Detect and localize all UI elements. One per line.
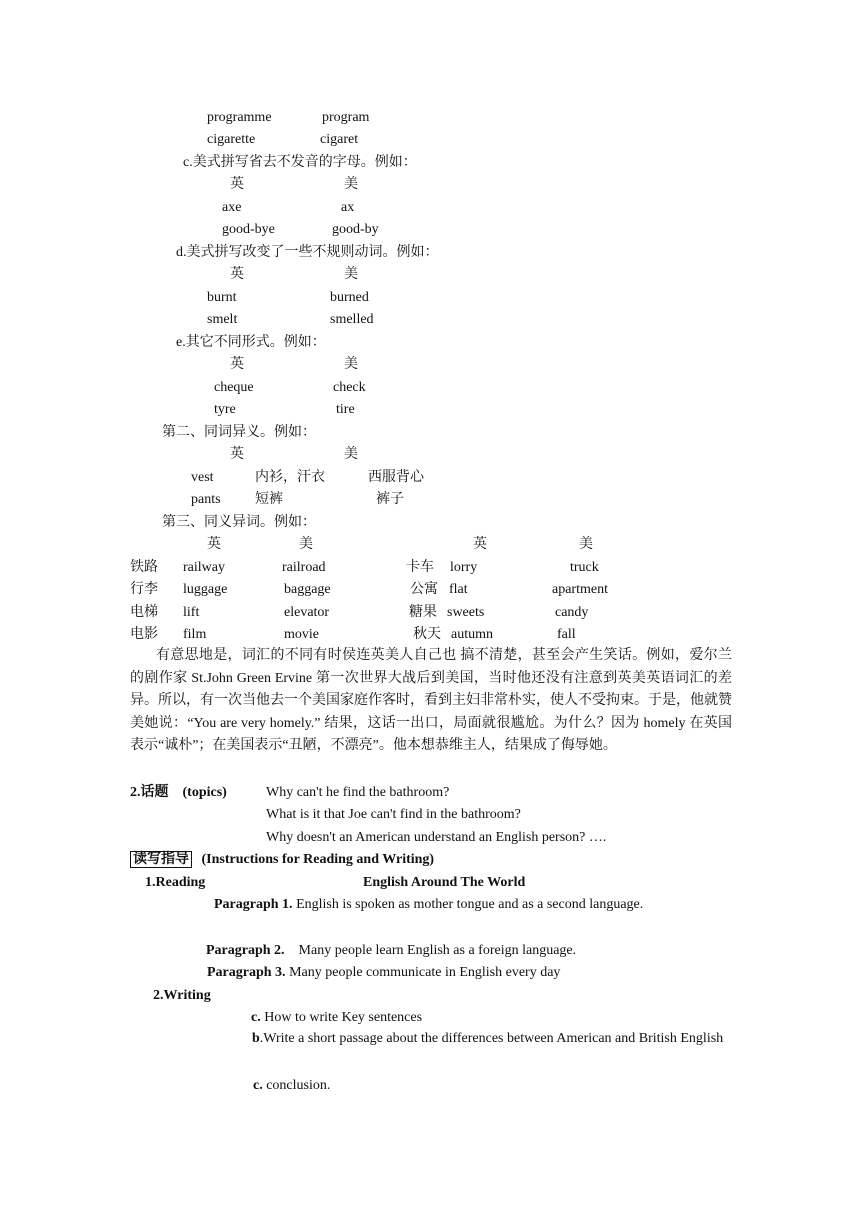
uk-word: tyre <box>214 402 236 417</box>
uk-word: autumn <box>451 627 493 642</box>
writing-item: c. How to write Key sentences <box>251 1010 423 1025</box>
us-word: candy <box>555 605 589 620</box>
section-heading: e.其它不同形式。例如： <box>176 335 326 350</box>
boxed-label: 读写指导 <box>130 851 192 868</box>
word: vest <box>191 470 214 485</box>
us-word: truck <box>570 560 599 575</box>
column-header-us: 美 <box>344 177 358 192</box>
uk-meaning: 内衫，汗衣 <box>255 470 325 485</box>
section-heading: 第二、同词异义。例如： <box>162 425 316 440</box>
uk-word: cigarette <box>207 132 256 147</box>
chinese-term: 铁路 <box>130 560 158 575</box>
uk-word: axe <box>222 200 242 215</box>
us-word: ax <box>341 200 355 215</box>
column-header-us: 美 <box>344 267 358 282</box>
us-word: fall <box>557 627 576 642</box>
us-word: program <box>322 110 370 125</box>
reading-label: 1.Reading <box>145 875 206 890</box>
us-word: good-by <box>332 222 379 237</box>
us-word: railroad <box>282 560 326 575</box>
topic-question: Why can't he find the bathroom? <box>266 785 450 800</box>
chinese-term: 糖果 <box>409 605 437 620</box>
column-header-uk: 英 <box>230 177 244 192</box>
column-header-us: 美 <box>344 357 358 372</box>
uk-word: sweets <box>447 605 485 620</box>
article-title: English Around The World <box>363 875 526 890</box>
instructions-title: (Instructions for Reading and Writing) <box>201 852 435 867</box>
anecdote-paragraph: 有意思地是，词汇的不同有时侯连英美人自己也 搞不清楚，甚至会产生笑话。例如，爱尔兰的剧作家 St.John Green Ervine 第一次世界大战后到美国，当时他还没有注意到英美英语词汇的差异。所以，有一次当他去一个美国家庭作客时，看到主妇非常朴实，使人不受拘束。于是，他就赞美她说：“You are very homely.” 结果，这话一出口，局面就很尴尬。为什么？因为 homely 在英国表示“诚朴”；在美国表示“丑陋，不漂亮”。他本想恭维主人，结果成了侮辱她。 <box>130 648 732 754</box>
column-header-us: 美 <box>579 537 593 552</box>
us-word: movie <box>284 627 319 642</box>
uk-word: cheque <box>214 380 254 395</box>
column-header-uk: 英 <box>230 357 244 372</box>
us-meaning: 西服背心 <box>368 470 424 485</box>
uk-word: luggage <box>183 582 228 597</box>
topic-question: What is it that Joe can't find in the bathroom? <box>266 807 521 822</box>
uk-word: smelt <box>207 312 238 327</box>
uk-word: programme <box>207 110 272 125</box>
uk-word: good-bye <box>222 222 275 237</box>
us-word: cigaret <box>320 132 359 147</box>
reading-paragraph-2: Paragraph 2. Many people learn English as a foreign language. <box>206 943 577 958</box>
section-heading: 第三、同义异词。例如： <box>162 515 316 530</box>
word: pants <box>191 492 221 507</box>
topics-label: 2.话题 (topics) <box>130 785 227 800</box>
column-header-us: 美 <box>299 537 313 552</box>
us-word: burned <box>330 290 369 305</box>
uk-word: lift <box>183 605 200 620</box>
writing-item: b.Write a short passage about the differences between American and British English <box>252 1031 724 1046</box>
instructions-heading <box>130 851 434 869</box>
uk-word: flat <box>449 582 468 597</box>
writing-label: 2.Writing <box>153 988 211 1003</box>
column-header-us: 美 <box>344 447 358 462</box>
chinese-term: 公寓 <box>410 582 438 597</box>
us-meaning: 裤子 <box>376 492 404 507</box>
us-word: smelled <box>330 312 374 327</box>
writing-item: c. conclusion. <box>253 1078 331 1093</box>
column-header-uk: 英 <box>230 447 244 462</box>
uk-word: lorry <box>450 560 478 575</box>
section-heading: d.美式拼写改变了一些不规则动词。例如： <box>176 245 439 260</box>
topic-question: Why doesn't an American understand an English person? …. <box>266 830 607 845</box>
section-heading: c.美式拼写省去不发音的字母。例如： <box>183 155 417 170</box>
chinese-term: 电影 <box>130 627 158 642</box>
uk-word: burnt <box>207 290 237 305</box>
column-header-uk: 英 <box>230 267 244 282</box>
us-word: tire <box>336 402 355 417</box>
us-word: apartment <box>552 582 608 597</box>
chinese-term: 秋天 <box>413 627 441 642</box>
chinese-term: 行李 <box>130 582 158 597</box>
uk-word: railway <box>183 560 225 575</box>
uk-word: film <box>183 627 207 642</box>
reading-paragraph-3: Paragraph 3. Many people communicate in English every day <box>207 965 561 980</box>
uk-meaning: 短裤 <box>255 492 283 507</box>
column-header-uk: 英 <box>207 537 221 552</box>
chinese-term: 卡车 <box>406 560 434 575</box>
us-word: elevator <box>284 605 330 620</box>
us-word: baggage <box>284 582 331 597</box>
chinese-term: 电梯 <box>130 605 158 620</box>
us-word: check <box>333 380 366 395</box>
column-header-uk: 英 <box>473 537 487 552</box>
reading-paragraph-1: Paragraph 1. English is spoken as mother tongue and as a second language. <box>214 897 644 912</box>
